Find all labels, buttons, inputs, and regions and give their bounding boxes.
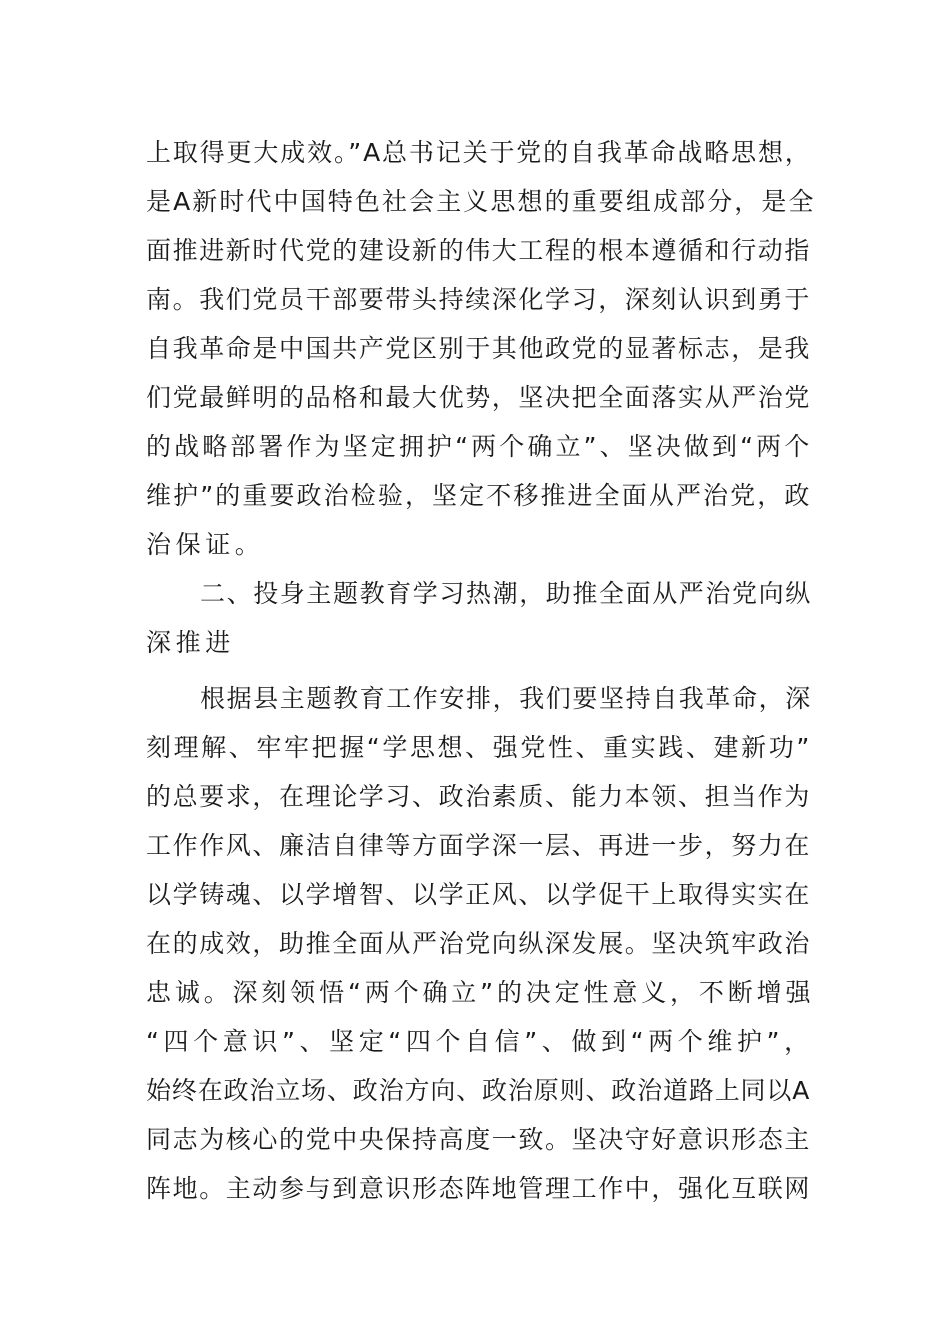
text-line: 以学铸魂、以学增智、以学正风、以学促干上取得实实在 <box>146 880 812 909</box>
text-line: 是A新时代中国特色社会主义思想的重要组成部分，是全 <box>146 187 816 216</box>
text-line: 工作作风、廉洁自律等方面学深一层、再进一步，努力在 <box>146 831 812 860</box>
text-line: 上取得更大成效。”A总书记关于党的自我革命战略思想， <box>146 138 812 167</box>
text-line: 维护”的重要政治检验，坚定不移推进全面从严治党，政 <box>146 481 812 510</box>
text-line: 的总要求，在理论学习、政治素质、能力本领、担当作为 <box>146 782 812 811</box>
text-line: 刻理解、牢牢把握“学思想、强党性、重实践、建新功” <box>146 733 812 762</box>
text-line: 自我革命是中国共产党区别于其他政党的显著标志，是我 <box>146 334 812 363</box>
text-line: 忠诚。深刻领悟“两个确立”的决定性意义，不断增强 <box>146 978 815 1007</box>
text-line: 的战略部署作为坚定拥护“两个确立”、坚决做到“两个 <box>146 432 813 461</box>
heading-line: 二、投身主题教育学习热潮，助推全面从严治党向纵 <box>200 579 812 608</box>
text-line: 同志为核心的党中央保持高度一致。坚决守好意识形态主 <box>146 1125 812 1154</box>
text-line: 根据县主题教育工作安排，我们要坚持自我革命，深 <box>200 684 812 713</box>
text-line: 治保证。 <box>146 530 265 559</box>
text-line: 始终在政治立场、政治方向、政治原则、政治道路上同以A <box>146 1076 811 1105</box>
text-line: 在的成效，助推全面从严治党向纵深发展。坚决筑牢政治 <box>146 929 812 958</box>
text-line: 阵地。主动参与到意识形态阵地管理工作中，强化互联网 <box>146 1174 812 1203</box>
text-line: 南。我们党员干部要带头持续深化学习，深刻认识到勇于 <box>146 285 812 314</box>
heading-line: 深推进 <box>146 628 235 657</box>
text-line: “四个意识”、坚定“四个自信”、做到“两个维护”， <box>146 1027 814 1056</box>
text-line: 面推进新时代党的建设新的伟大工程的根本遵循和行动指 <box>146 236 812 265</box>
text-line: 们党最鲜明的品格和最大优势，坚决把全面落实从严治党 <box>146 383 812 412</box>
